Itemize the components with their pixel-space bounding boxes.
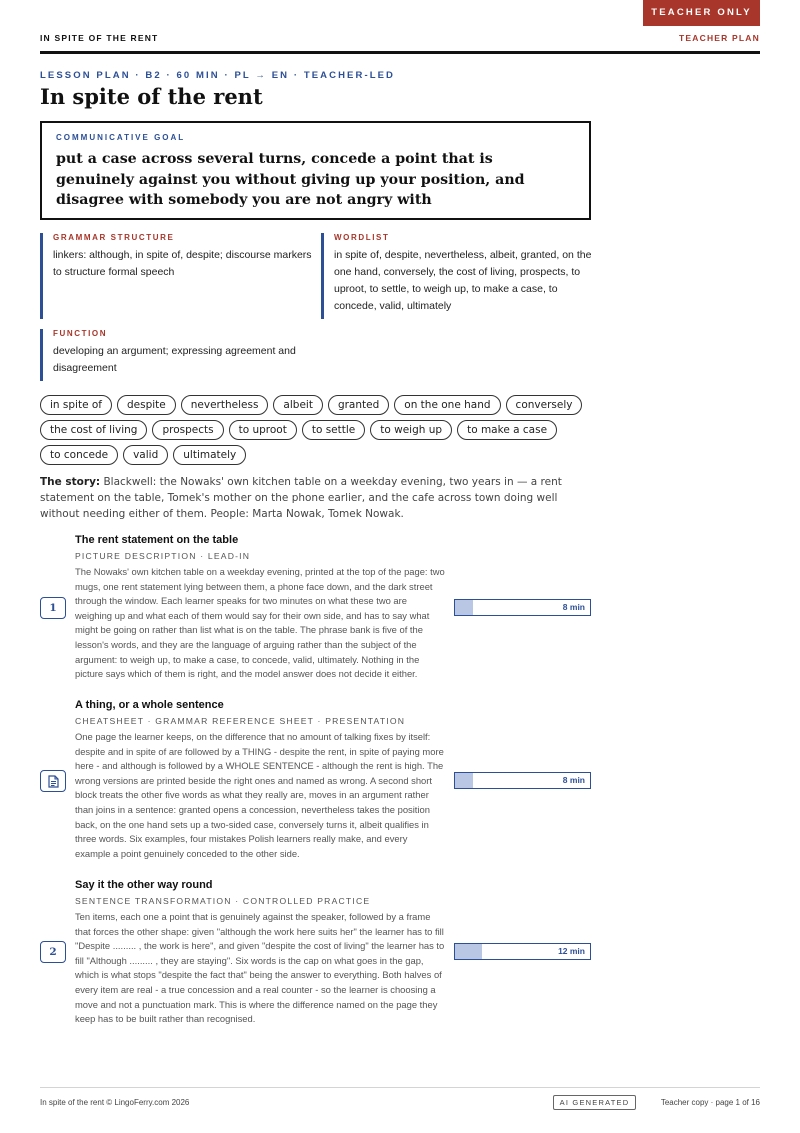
function-label: FUNCTION xyxy=(53,329,108,338)
phrase-chip: on the one hand xyxy=(394,395,500,415)
header-divider xyxy=(40,51,760,54)
phrase-chip: despite xyxy=(117,395,176,415)
time-bar-fill xyxy=(455,773,473,788)
story-label: The story: xyxy=(40,476,101,488)
footer-copyright: In spite of the rent © LingoFerry.com 2026 xyxy=(40,1098,190,1107)
activity-time-bar xyxy=(454,772,591,789)
activity-time: 8 min xyxy=(562,775,585,785)
running-plan-label: TEACHER PLAN xyxy=(679,33,760,43)
grammar-text: linkers: although, in spite of, despite; discourse markers to structure formal speech xyxy=(53,249,312,278)
activity-title: Say it the other way round xyxy=(75,879,213,891)
phrase-chip: valid xyxy=(123,445,168,465)
phrase-chip: nevertheless xyxy=(181,395,269,415)
activity-block xyxy=(75,534,445,682)
phrase-chip: the cost of living xyxy=(40,420,147,440)
activity-description: The Nowaks' own kitchen table on a weekday evening, printed at the top of the page: two mugs, one rent statement lying between them, a phone face down, and the dark street through the window. Each learner speaks for two minutes on what these two are weighing up and what each of them would say for their own side, and has to say what might be going on rather than list what is on the table. The phrase bank is five of the lesson's words, and they are the language of arguing rather than the subject of the argument: to weigh up, to make a case, to concede, valid, ultimately. Nothing in the picture says which of them is right, and the model answer does not decide it either. xyxy=(75,566,445,680)
phrase-chip: granted xyxy=(328,395,389,415)
lesson-meta: LESSON PLAN · B2 · 60 MIN · PL → EN · TEACHER-LED xyxy=(40,70,396,81)
activity-description: Ten items, each one a point that is genuinely against the speaker, followed by a frame that forces the other shape: given "although the work here suits her" the learner has to fill "Despite ......... , the work is here", and given "despite the cost of living" the learner has to fill "Although ......... , they are staying". Six words is the cap on what goes in the gap, which is what stops "despite the fact that" being the answer to everything. Both halves of every item are real - a true concession and a real counter - so the learner is choosing a move and not a punctuation mark. This is where the difference named on the page they keep has to be built rather than recognised. xyxy=(75,911,445,1025)
phrase-chip: to make a case xyxy=(457,420,557,440)
story-text: Blackwell: the Nowaks' own kitchen table on a weekday evening, two years in — a rent statement on the table, Tomek's mother on the phone earlier, and the cafe across town doing well without needing either of them. People: Marta Nowak, Tomek Nowak. xyxy=(40,476,562,520)
activity-title: A thing, or a whole sentence xyxy=(75,699,224,711)
goal-label: COMMUNICATIVE GOAL xyxy=(56,133,186,142)
phrase-chips xyxy=(40,395,600,465)
teacher-only-badge: TEACHER ONLY xyxy=(643,0,760,26)
phrase-chip: ultimately xyxy=(173,445,246,465)
activity-description: One page the learner keeps, on the difference that no amount of talking fixes by itself: despite and in spite of are followed by a THING - despite the rent, in spite of paying more here - and although is followed by a WHOLE SENTENCE - although the rent is high. The wrong versions are printed beside the right ones and named as wrong. A second short block treats the other five words as what they really are, moves in an argument rather than joins in a sentence: granted opens a concession, nevertheless takes the position back, on the one hand sets up a two-sided case, conversely turns it, albeit qualifies in three words. Six examples, four mistakes Polish learners really make, and every example a point genuinely conceded to the other side. xyxy=(75,731,444,859)
activity-type: SENTENCE TRANSFORMATION · CONTROLLED PRACTICE xyxy=(75,896,371,906)
phrase-chip: to settle xyxy=(302,420,365,440)
grammar-label: GRAMMAR STRUCTURE xyxy=(53,233,175,242)
wordlist-block xyxy=(321,233,593,319)
activity-title: The rent statement on the table xyxy=(75,534,239,546)
function-block xyxy=(40,329,315,381)
phrase-chip: to uproot xyxy=(229,420,297,440)
phrase-chip: conversely xyxy=(506,395,583,415)
communicative-goal-box xyxy=(40,121,591,220)
document-icon xyxy=(48,775,59,788)
activity-time: 12 min xyxy=(558,946,585,956)
function-text: developing an argument; expressing agreement and disagreement xyxy=(53,345,296,374)
goal-text: put a case across several turns, concede a point that is genuinely against you without giving up your position, and disagree with somebody you are not angry with xyxy=(56,151,525,208)
time-bar-fill xyxy=(455,944,482,959)
activity-type: PICTURE DESCRIPTION · LEAD-IN xyxy=(75,551,251,561)
wordlist-label: WORDLIST xyxy=(334,233,390,242)
phrase-chip: to concede xyxy=(40,445,118,465)
activity-block xyxy=(75,699,445,861)
page-title: In spite of the rent xyxy=(40,84,263,109)
running-title: IN SPITE OF THE RENT xyxy=(40,33,159,43)
activity-number-marker: 2 xyxy=(40,941,66,963)
wordlist-text: in spite of, despite, nevertheless, albeit, granted, on the one hand, conversely, the cost of living, prospects, to uproot, to settle, to weigh up, to make a case, to concede, valid, ultimately xyxy=(334,249,592,312)
footer-divider xyxy=(40,1087,760,1088)
activity-time-bar xyxy=(454,943,591,960)
phrase-chip: prospects xyxy=(152,420,223,440)
activity-document-marker xyxy=(40,770,66,792)
activity-block xyxy=(75,879,445,1027)
time-bar-fill xyxy=(455,600,473,615)
activity-type: CHEATSHEET · GRAMMAR REFERENCE SHEET · PRESENTATION xyxy=(75,716,406,726)
phrase-chip: in spite of xyxy=(40,395,112,415)
grammar-structure-block xyxy=(40,233,315,319)
ai-generated-badge: AI GENERATED xyxy=(553,1095,636,1110)
phrase-chip: to weigh up xyxy=(370,420,452,440)
activity-time-bar xyxy=(454,599,591,616)
story-paragraph xyxy=(40,474,580,522)
footer-page-info: Teacher copy · page 1 of 16 xyxy=(660,1098,760,1107)
activity-time: 8 min xyxy=(562,602,585,612)
activity-number-marker: 1 xyxy=(40,597,66,619)
phrase-chip: albeit xyxy=(273,395,323,415)
